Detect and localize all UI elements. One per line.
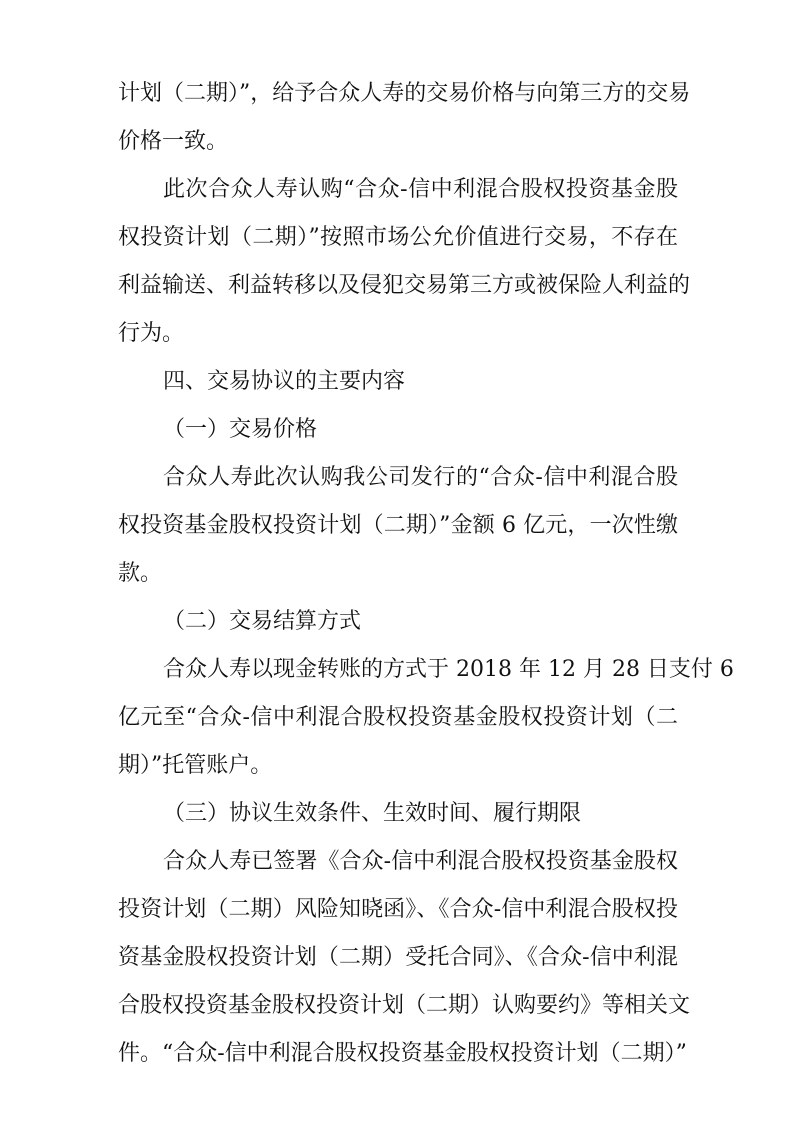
subsection-heading: （二）交易结算方式 [163,609,362,634]
subsection-heading: （三）协议生效条件、生效时间、履行期限 [163,801,582,826]
text-line: 期）”托管账户。 [118,753,273,778]
text-line: 计划（二期）”，给予合众人寿的交易价格与向第三方的交易 [118,81,691,106]
text-line: 权投资计划（二期）”按照市场公允价值进行交易，不存在 [118,225,678,250]
text-line: 合股权投资基金股权投资计划（二期）认购要约》等相关文 [118,993,691,1018]
text-line: 利益输送、利益转移以及侵犯交易第三方或被保险人利益的 [118,273,691,298]
section-heading: 四、交易协议的主要内容 [163,369,406,394]
subsection-heading: （一）交易价格 [163,417,318,442]
text-line: 合众人寿以现金转账的方式于 2018 年 12 月 28 日支付 6 [163,657,734,682]
text-line: 合众人寿已签署《合众-信中利混合股权投资基金股权 [163,849,678,874]
text-line: 亿元至“合众-信中利混合股权投资基金股权投资计划（二 [118,705,678,730]
text-line: 投资计划（二期）风险知晓函》、《合众-信中利混合股权投 [118,897,678,922]
text-line: 资基金股权投资计划（二期）受托合同》、《合众-信中利混 [118,945,678,970]
text-line: 件。“合众-信中利混合股权投资基金股权投资计划（二期）” [118,1041,687,1066]
text-line: 款。 [118,561,163,586]
text-line: 权投资基金股权投资计划（二期）”金额 6 亿元，一次性缴 [118,513,678,538]
text-line: 此次合众人寿认购“合众-信中利混合股权投资基金股 [163,177,678,202]
text-line: 行为。 [118,321,185,346]
text-line: 合众人寿此次认购我公司发行的“合众-信中利混合股 [163,465,678,490]
text-line: 价格一致。 [118,129,229,154]
